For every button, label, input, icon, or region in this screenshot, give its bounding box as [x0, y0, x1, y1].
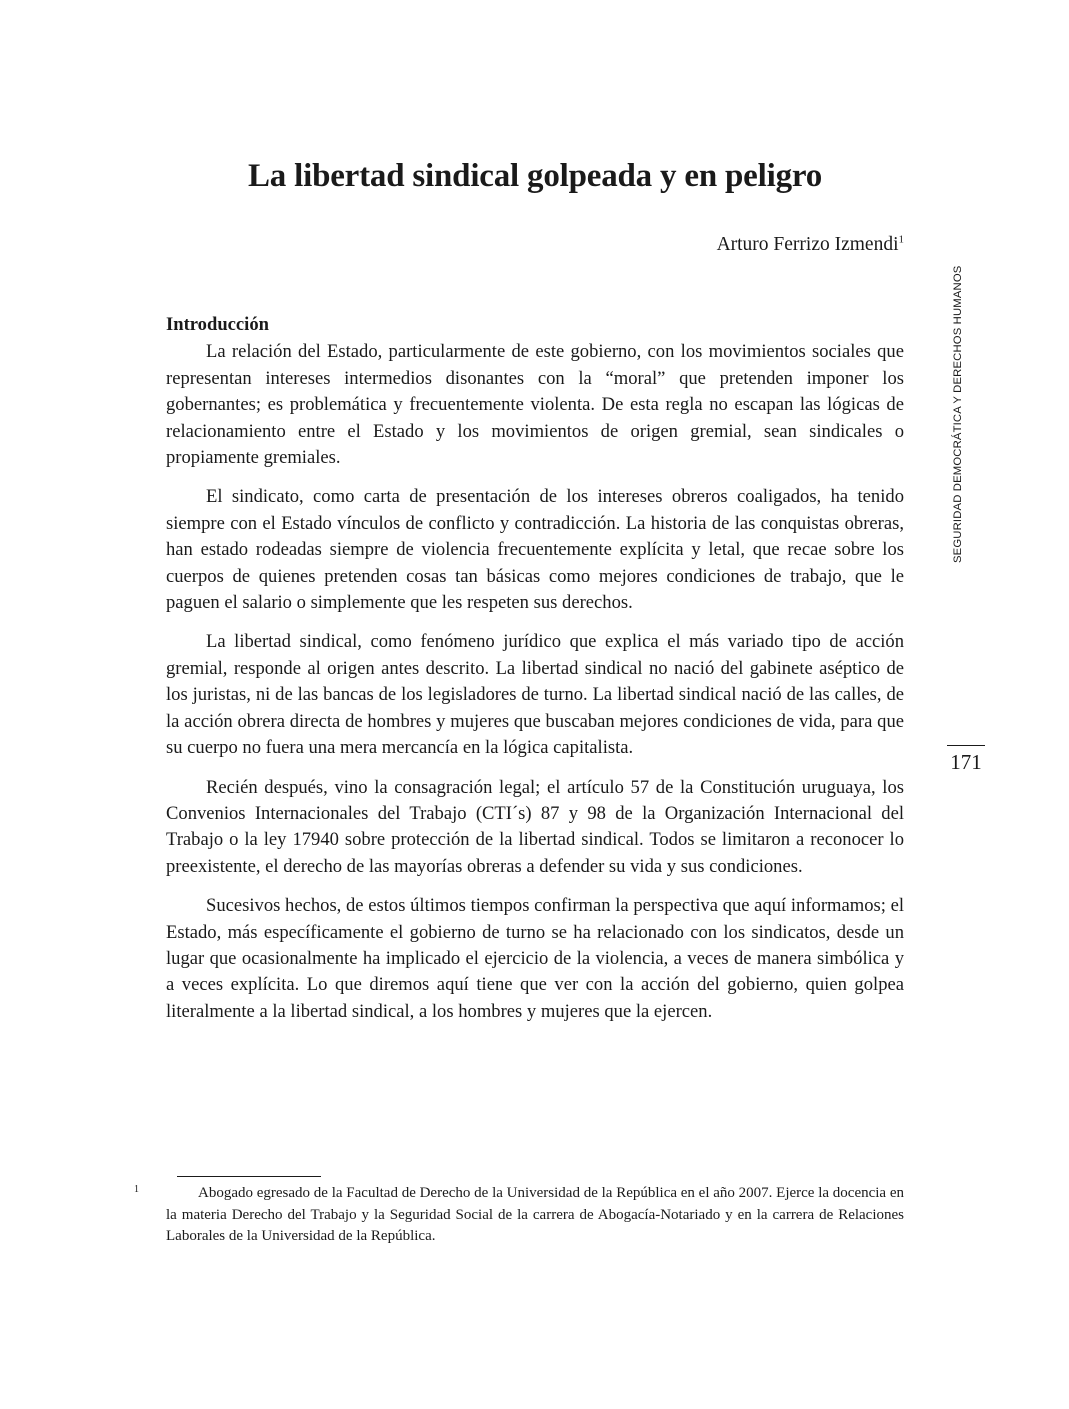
footnote-marker: 1: [134, 1184, 139, 1195]
page-number-rule: [947, 745, 985, 746]
author-name: Arturo Ferrizo Izmendi: [716, 234, 899, 255]
paragraph: Recién después, vino la consagración legal; el artículo 57 de la Constitución uruguaya, los Convenios Internacionales del Trabajo (CTI´s) 87 y 98 de la Organización Internacional del Trabajo o la ley 17940 sobre protección de la libertad sindical. Todos se limitaron a reconocer lo preexistente, el derecho de las mayorías obreras a defender su vida y sus condiciones.: [166, 776, 904, 877]
paragraph: La libertad sindical, como fenómeno jurídico que explica el más variado tipo de acción gremial, responde al origen antes descrito. La libertad sindical no nació del gabinete aséptico de los juristas, ni de las bancas de los legisladores de turno. La libertad sindical nació de las calles, de la acción obrera directa de hombres y mujeres que buscaban mejores condiciones de vida, para que su cuerpo no fuera una mera mercancía en la lógica capitalista.: [166, 631, 904, 759]
article-title: La libertad sindical golpeada y en peligro: [247, 158, 823, 194]
footnote: [134, 1183, 904, 1248]
paragraph: El sindicato, como carta de presentación de los intereses obreros coaligados, ha tenido siempre con el Estado vínculos de conflicto y contradicción. La historia de las conquistas obreras, han estado rodeadas siempre de violencia frecuentemente explícita y letal, que recae sobre los cuerpos de quienes pretenden cosas tan básicas como mejores condiciones de trabajo, que le paguen el salario o simplemente que les respeten sus derechos.: [166, 486, 904, 614]
article-body: [166, 312, 904, 1038]
running-section-label: SEGURIDAD DEMOCRÁTICA Y DERECHOS HUMANOS: [952, 265, 964, 563]
footnote-text: Abogado egresado de la Facultad de Derecho de la Universidad de la República en el año 2007. Ejerce la docencia en la materia Derecho del Trabajo y la Seguridad Social de la carrera de Abogacía-Notariado y en la carrera de Relaciones Laborales de la Universidad de la República.: [166, 1185, 904, 1244]
author-line: [717, 234, 904, 256]
footnote-separator: [177, 1176, 321, 1177]
section-heading: Introducción: [166, 314, 269, 335]
paragraph: Sucesivos hechos, de estos últimos tiempos confirman la perspectiva que aquí informamos; el Estado, más específicamente el gobierno de turno se ha relacionado con los sindicatos, desde un lugar que ocasionalmente ha implicado el ejercicio de la violencia, a veces de manera simbólica y a veces explícita. Lo que diremos aquí tiene que ver con la acción del gobierno, quien golpea literalmente a la libertad sindical, a los hombres y mujeres que la ejercen.: [166, 895, 904, 1022]
page-number: 171: [950, 750, 982, 774]
paragraph: La relación del Estado, particularmente de este gobierno, con los movimientos sociales que representan intereses intermedios disonantes con la “moral” que pretenden imponer los gobernantes; es problemática y frecuentemente violenta. De esta regla no escapan las lógicas de relacionamiento entre el Estado y los movimientos de origen gremial, sean sindicales o propiamente gremiales.: [166, 341, 904, 469]
footnote-ref[interactable]: 1: [898, 233, 904, 246]
